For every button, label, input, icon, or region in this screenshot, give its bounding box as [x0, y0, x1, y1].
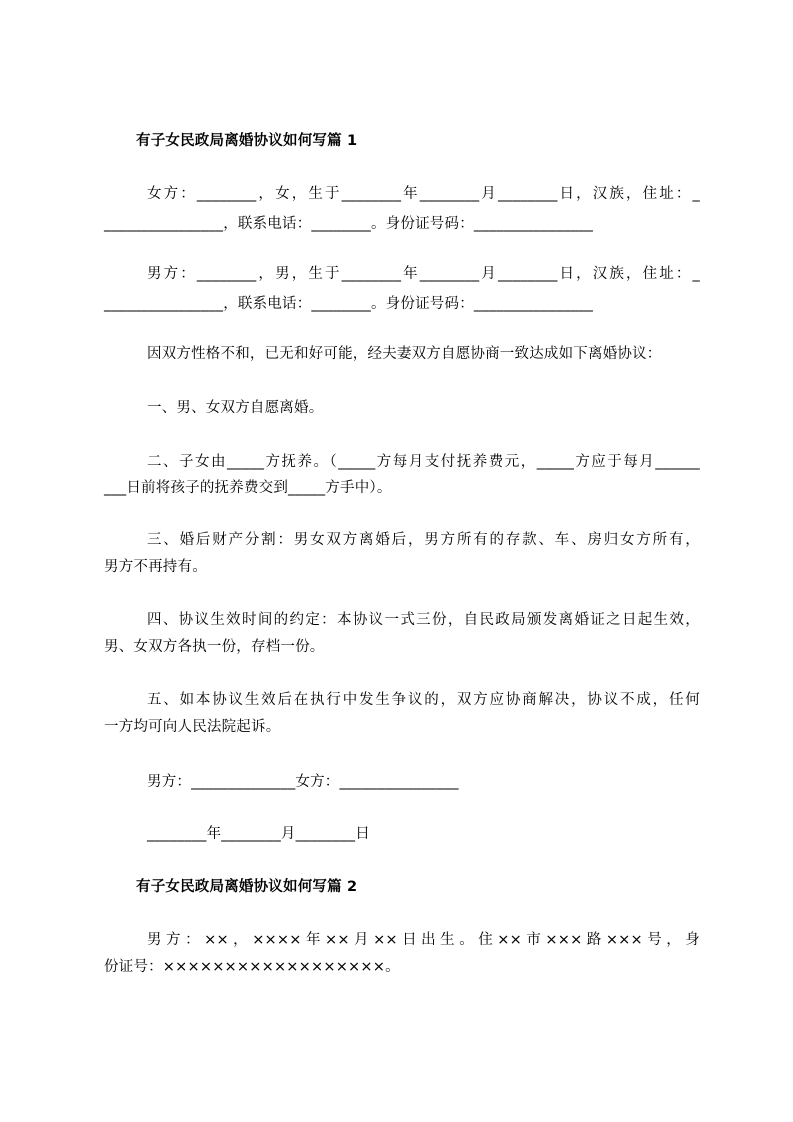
clause-5-line-2: 一方均可向人民法院起诉。 — [104, 719, 281, 735]
female-party-line-2: ________________，联系电话：________。身份证号码：________________ — [104, 216, 594, 232]
male-party-line-2: ________________，联系电话：________。身份证号码：________________ — [104, 296, 594, 312]
signature-line: 男方：______________女方：________________ — [147, 774, 459, 790]
clause-5-line-1: 五、如本协议生效后在执行中发生争议的，双方应协商解决，协议不成，任何 — [147, 692, 700, 708]
clause-4-line-2: 男、女双方各执一份，存档一份。 — [104, 639, 325, 655]
section-2-heading: 有子女民政局离婚协议如何写篇 2 — [136, 879, 358, 895]
agreement-intro: 因双方性格不和，已无和好可能，经夫妻双方自愿协商一致达成如下离婚协议： — [147, 346, 662, 362]
male-party-line-1: 男方：________，男，生于________年________月________日，汉族，住址：_ — [147, 266, 700, 282]
date-line: ________年________月________日 — [147, 826, 370, 842]
clause-2-line-1: 二、子女由_____方抚养。（_____方每月支付抚养费元，_____方应于每月______ — [147, 454, 700, 470]
section-2-male-line-2: 份证号：××××××××××××××××××。 — [104, 959, 400, 975]
female-party-line-1: 女方：________，女，生于________年________月________日，汉族，住址：_ — [147, 186, 700, 202]
clause-3-line-2: 男方不再持有。 — [104, 559, 207, 575]
clause-1: 一、男、女双方自愿离婚。 — [147, 400, 324, 416]
section-2-male-line-1: 男方：××，××××年××月××日出生。住××市×××路×××号，身 — [147, 932, 700, 948]
section-1-heading: 有子女民政局离婚协议如何写篇 1 — [136, 133, 358, 149]
clause-3-line-1: 三、婚后财产分割：男女双方离婚后，男方所有的存款、车、房归女方所有， — [147, 532, 700, 548]
clause-2-line-2: ___日前将孩子的抚养费交到_____方手中）。 — [104, 480, 392, 496]
clause-4-line-1: 四、协议生效时间的约定：本协议一式三份，自民政局颁发离婚证之日起生效， — [147, 612, 700, 628]
